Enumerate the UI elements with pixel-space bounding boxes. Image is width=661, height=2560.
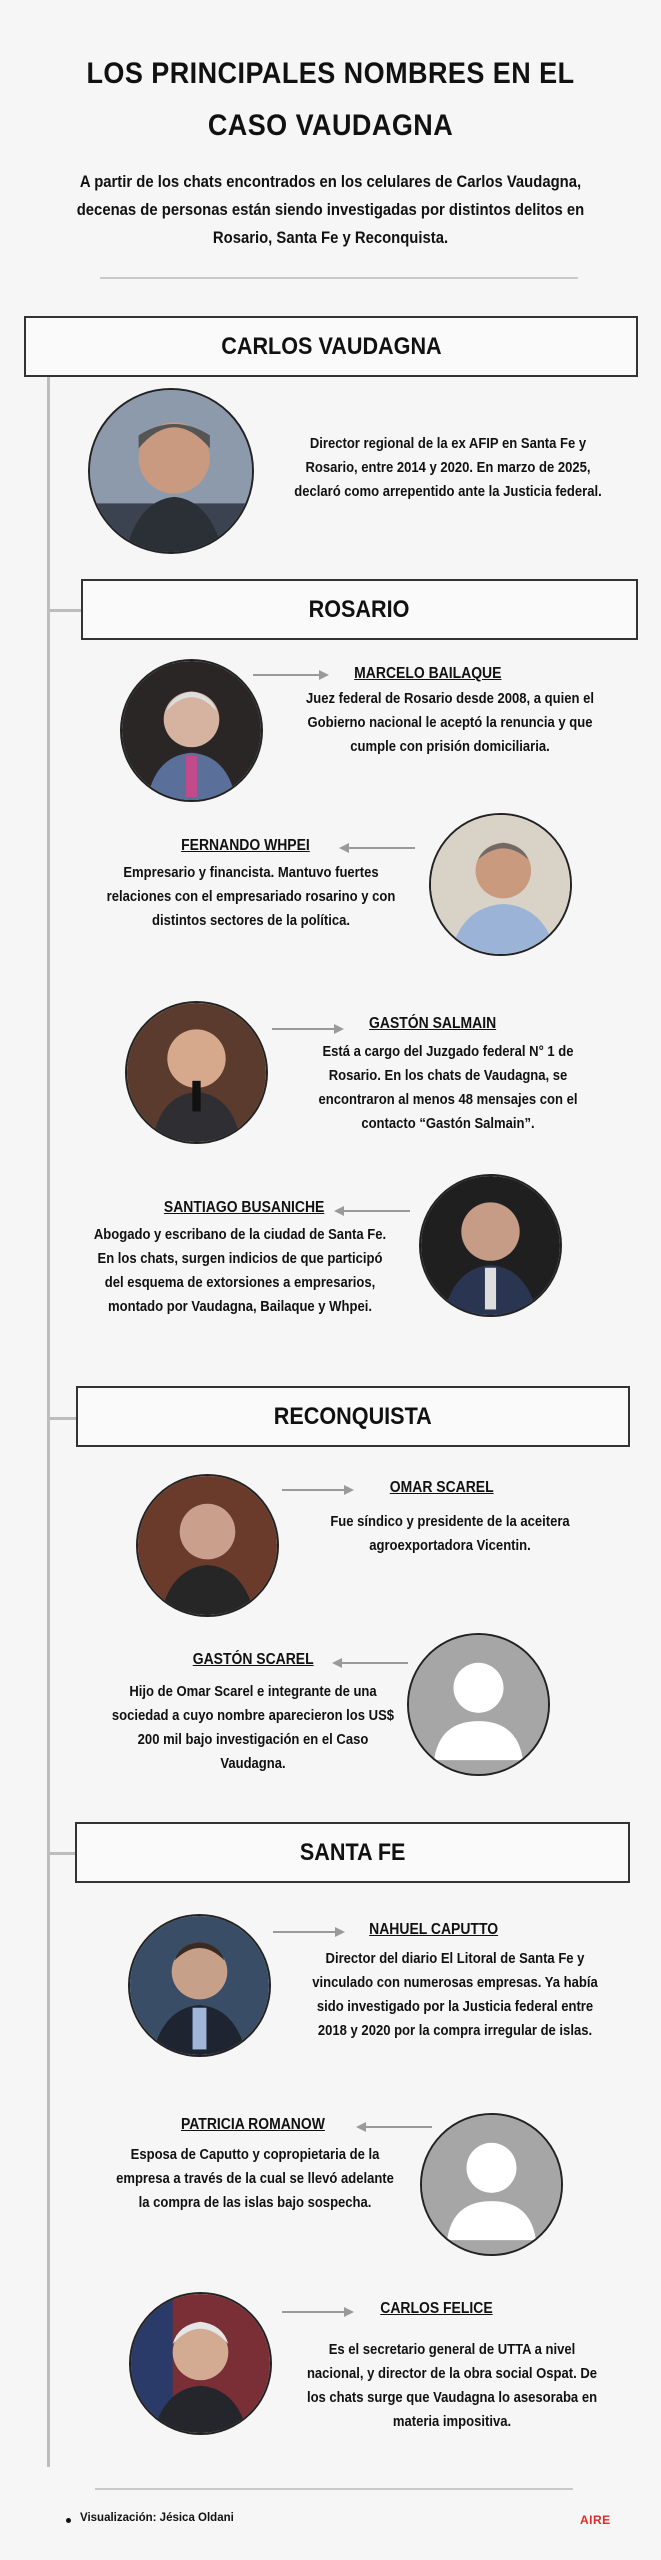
section-reconquista: RECONQUISTA: [76, 1386, 630, 1447]
photo-gaston-scarel: [407, 1633, 550, 1776]
name-caputto: NAHUEL CAPUTTO: [369, 1921, 499, 1938]
user-placeholder-icon: [422, 2115, 561, 2254]
name-felice: CARLOS FELICE: [380, 2300, 493, 2317]
photo-busaniche: [419, 1174, 562, 1317]
arrow-whpei: [339, 841, 415, 855]
arrow-romanow: [356, 2120, 432, 2134]
name-omar-scarel: OMAR SCAREL: [389, 1479, 494, 1496]
desc-bailaque: Juez federal de Rosario desde 2008, a quien el Gobierno nacional le aceptó la renuncia y que cumple con prisión domiciliaria.: [306, 691, 594, 755]
desc-vaudagna: Director regional de la ex AFIP en Santa Fe y Rosario, entre 2014 y 2020. En marzo de 2025, declaró como arrepentido ante la Justicia federal.: [294, 436, 602, 500]
page-title: LOS PRINCIPALES NOMBRES EN EL CASO VAUDAGNA: [86, 57, 575, 142]
desc-whpei: Empresario y financista. Mantuvo fuertes relaciones con el empresariado rosarino y con distintos sectores de la política.: [106, 865, 396, 929]
photo-felice: [129, 2292, 272, 2435]
arrow-omar-scarel: [282, 1483, 354, 1497]
name-busaniche: SANTIAGO BUSANICHE: [163, 1199, 325, 1216]
arrow-gaston-scarel: [332, 1656, 408, 1670]
user-placeholder-icon: [409, 1635, 548, 1774]
photo-romanow: [420, 2113, 563, 2256]
desc-busaniche: Abogado y escribano de la ciudad de Santa Fe. En los chats, surgen indicios de que participó del esquema de extorsiones a empresarios, montado por Vaudagna, Bailaque y Whpei.: [93, 1227, 387, 1315]
arrow-felice: [282, 2305, 354, 2319]
bullet-icon: [66, 2518, 71, 2523]
photo-salmain: [125, 1001, 268, 1144]
photo-whpei: [429, 813, 572, 956]
branch-rosario: [48, 609, 82, 612]
name-bailaque: MARCELO BAILAQUE: [354, 665, 502, 682]
photo-vaudagna: [88, 388, 254, 554]
desc-omar-scarel: Fue síndico y presidente de la aceitera agroexportadora Vicentin.: [330, 1514, 570, 1554]
footer-divider: [95, 2488, 573, 2490]
desc-romanow: Esposa de Caputto y copropietaria de la empresa a través de la cual se llevó adelante la compra de las islas bajo sospecha.: [116, 2147, 394, 2211]
photo-omar-scarel: [136, 1474, 279, 1617]
name-romanow: PATRICIA ROMANOW: [180, 2116, 325, 2133]
photo-caputto: [128, 1914, 271, 2057]
branch-reconquista: [48, 1417, 77, 1420]
name-gaston-scarel: GASTÓN SCAREL: [192, 1651, 314, 1668]
section-rosario: ROSARIO: [81, 579, 638, 640]
branch-santafe: [48, 1852, 76, 1855]
desc-salmain: Está a cargo del Juzgado federal N° 1 de Rosario. En los chats de Vaudagna, se encontraron al menos 48 mensajes con el contacto “Gastón Salmain”.: [318, 1044, 578, 1132]
section-main: CARLOS VAUDAGNA: [24, 316, 638, 377]
aire-logo: AIRE: [580, 2513, 611, 2527]
arrow-busaniche: [334, 1204, 410, 1218]
name-whpei: FERNANDO WHPEI: [181, 837, 310, 854]
section-santafe: SANTA FE: [75, 1822, 630, 1883]
desc-felice: Es el secretario general de UTTA a nivel nacional, y director de la obra social Ospat. De los chats surge que Vaudagna lo asesoraba en materia impositiva.: [306, 2342, 598, 2430]
arrow-caputto: [273, 1925, 345, 1939]
timeline-line: [47, 377, 50, 2467]
header-divider: [100, 277, 578, 279]
credit: Visualización: Jésica Oldani: [80, 2512, 234, 2524]
name-salmain: GASTÓN SALMAIN: [369, 1015, 497, 1032]
desc-gaston-scarel: Hijo de Omar Scarel e integrante de una sociedad a cuyo nombre aparecieron los US$ 200 mil bajo investigación en el Caso Vaudagna.: [111, 1684, 395, 1772]
desc-caputto: Director del diario El Litoral de Santa Fe y vinculado con numerosas empresas. Ya había sido investigado por la Justicia federal entre 2018 y 2020 por la compra irregular de islas.: [312, 1951, 598, 2039]
photo-bailaque: [120, 659, 263, 802]
arrow-salmain: [272, 1022, 344, 1036]
intro-text: A partir de los chats encontrados en los celulares de Carlos Vaudagna, decenas de personas están siendo investigadas por distintos delitos en Rosario, Santa Fe y Reconquista.: [76, 173, 585, 247]
arrow-bailaque: [253, 668, 329, 682]
